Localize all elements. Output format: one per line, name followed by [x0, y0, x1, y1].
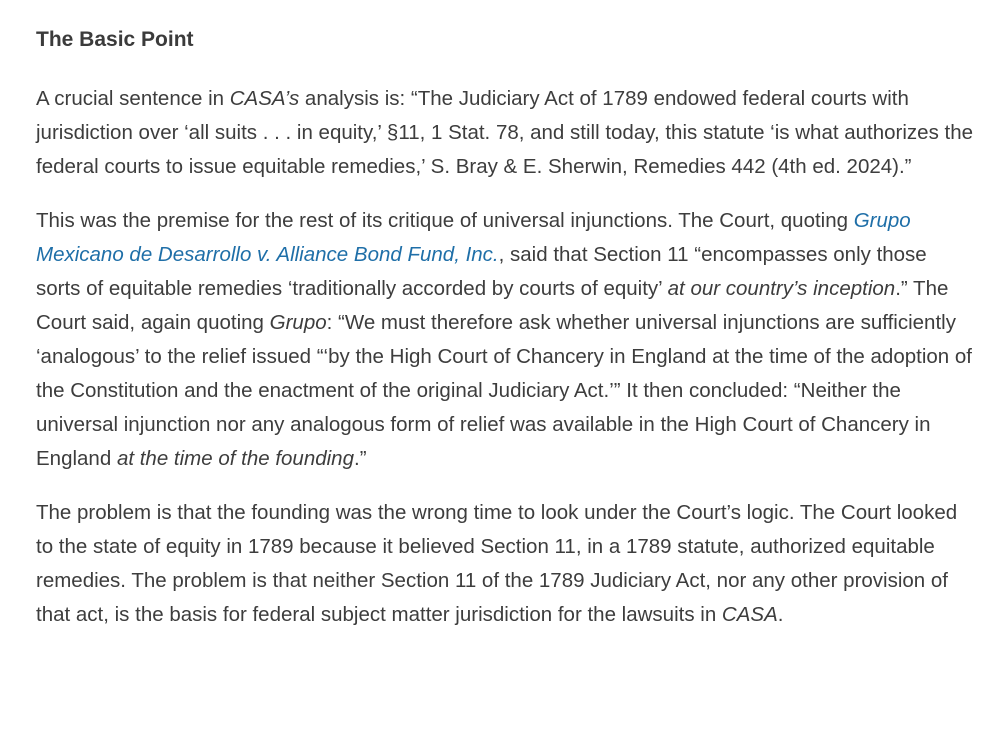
p3-text-1: The problem is that the founding was the wrong time to look under the Court’s logic. The Court looked to the state of equity in 1789 because it believed Section 11, in a 1789 statute, authorized equitable remedies. The problem is that neither Section 11 of the 1789 Judiciary Act, nor any other provision of that act, is the basis for federal subject matter jurisdiction for the lawsuits in: [36, 501, 958, 626]
p3-text-2: .: [777, 603, 784, 626]
p2-italic-founding: at the time of the founding: [116, 447, 354, 470]
p2-text-2: , said that Section 11 “encompasses only those sorts of equitable remedies ‘traditionally accorded by courts of equity’: [36, 243, 927, 300]
p2-italic-inception: at our country’s inception: [667, 277, 896, 300]
paragraph-3: [36, 496, 976, 632]
paragraph-1: [36, 82, 976, 184]
section-heading: The Basic Point: [36, 28, 194, 51]
p2-text-5: .”: [354, 447, 367, 470]
p3-case-name: CASA: [721, 603, 778, 626]
p2-italic-grupo: Grupo: [269, 311, 327, 334]
p1-text-2: analysis is: “The Judiciary Act of 1789 endowed federal courts with jurisdiction over ‘all suits . . . in equity,’ §11, 1 Stat. 78, and still today, this statute ‘is what authorizes the federal courts to issue equitable remedies,’ S. Bray & E. Sherwin, Remedies 442 (4th ed. 2024).”: [36, 87, 974, 178]
p1-text-1: A crucial sentence in: [36, 87, 230, 110]
grupo-mexicano-link[interactable]: Grupo Mexicano de Desarrollo v. Alliance Bond Fund, Inc.: [36, 209, 911, 266]
article-body: [36, 26, 976, 652]
p1-case-name: CASA’s: [229, 87, 300, 110]
p2-text-3: .” The Court said, again quoting: [36, 277, 949, 334]
p2-text-4: : “We must therefore ask whether universal injunctions are sufficiently ‘analogous’ to the relief issued “‘by the High Court of Chancery in England at the time of the adoption of the Constitution and the enactment of the original Judiciary Act.’” It then concluded: “Neither the universal injunction nor any analogous form of relief was available in the High Court of Chancery in England: [36, 311, 972, 470]
p2-text-1: This was the premise for the rest of its critique of universal injunctions. The Court, quoting: [36, 209, 854, 232]
paragraph-2: [36, 204, 976, 476]
